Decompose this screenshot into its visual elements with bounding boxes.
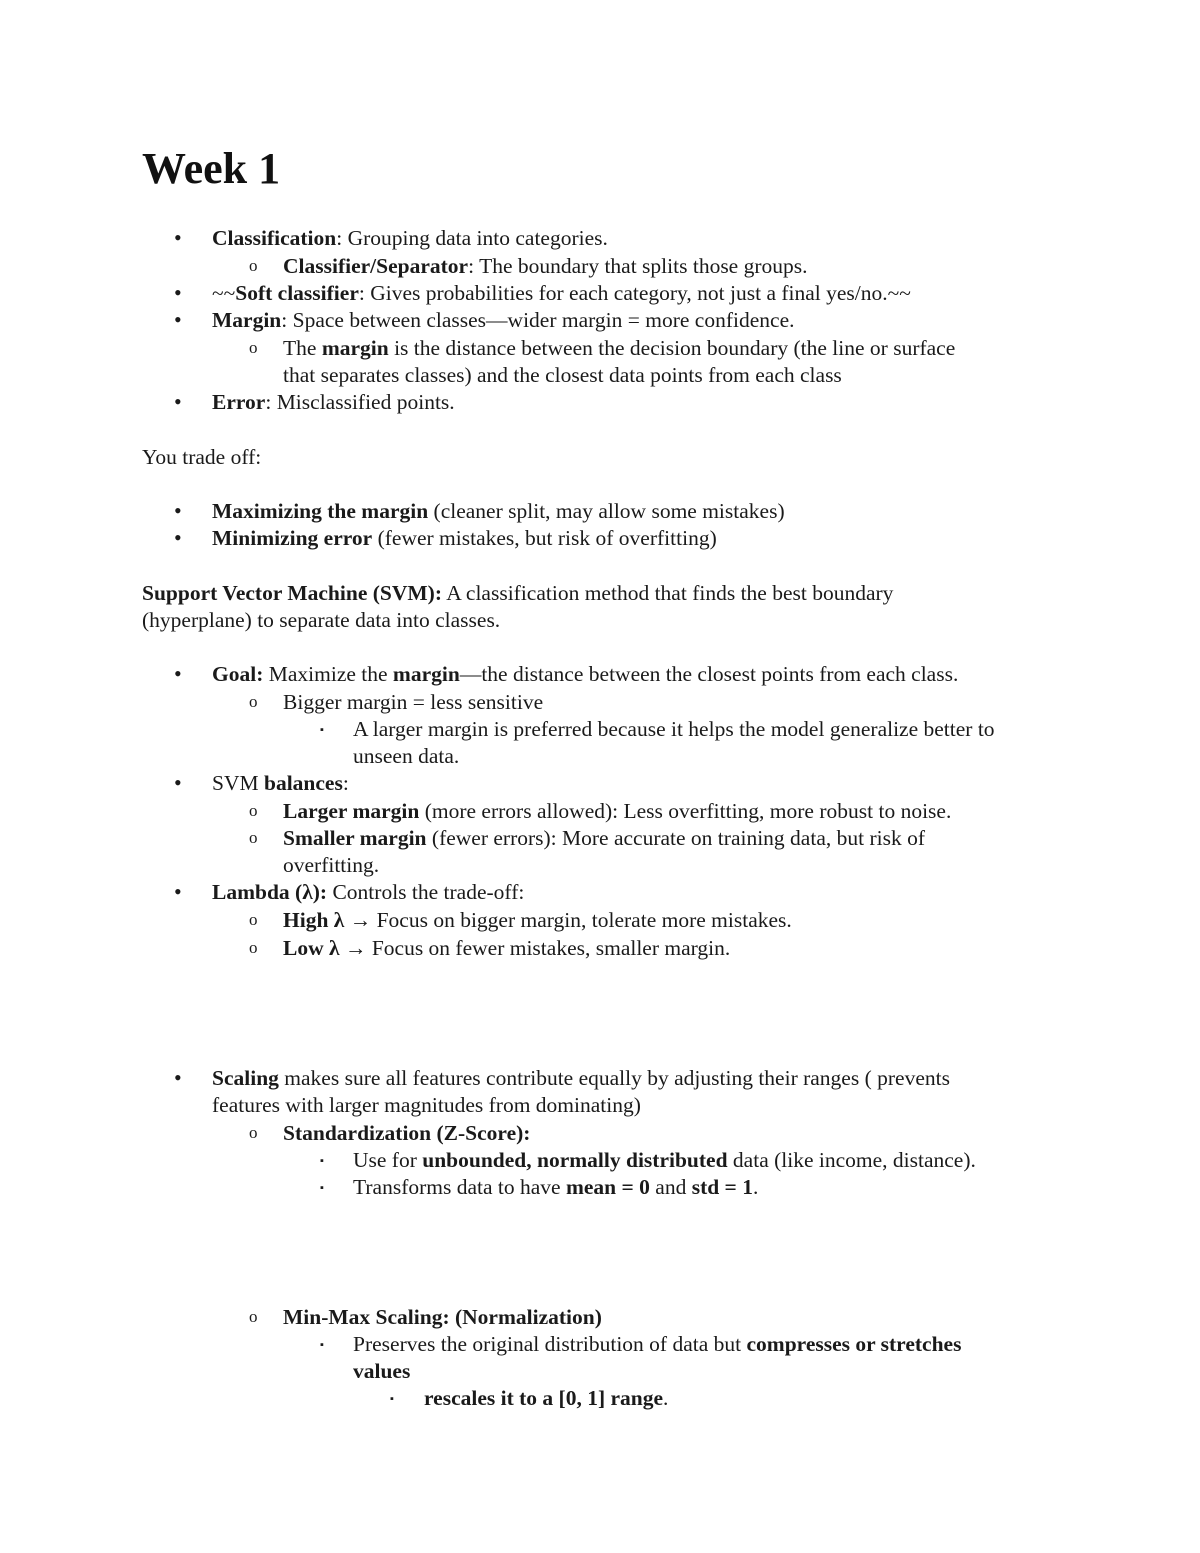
text: and xyxy=(649,1175,692,1199)
strike-prefix: ~~ xyxy=(212,281,236,305)
term: Margin xyxy=(212,308,282,332)
bullet-marker: • xyxy=(174,661,182,686)
circle-marker: o xyxy=(249,801,258,820)
definition: : The boundary that splits those groups. xyxy=(468,254,808,278)
circle-marker: o xyxy=(249,910,258,929)
term: Low λ xyxy=(283,936,340,960)
paragraph-tradeoff-intro: You trade off: xyxy=(142,445,262,469)
text: data (like income, distance). xyxy=(727,1148,976,1172)
list-item-std-use xyxy=(353,1146,976,1174)
term: High λ xyxy=(283,908,345,932)
square-marker: ▪ xyxy=(390,1393,394,1405)
bullet-marker: • xyxy=(174,280,182,305)
term: Error xyxy=(212,390,266,414)
list-item-minimizing xyxy=(212,524,717,552)
definition: : Space between classes—wider margin = more confidence. xyxy=(281,308,795,332)
circle-marker: o xyxy=(249,256,258,275)
term: Goal: xyxy=(212,662,264,686)
list-item-preserves xyxy=(353,1330,961,1358)
circle-marker: o xyxy=(249,938,258,957)
square-marker: ▪ xyxy=(320,724,324,736)
circle-marker: o xyxy=(249,828,258,847)
list-item-smaller-margin-cont: overfitting. xyxy=(283,853,380,877)
term: margin xyxy=(321,336,389,360)
definition: (fewer mistakes, but risk of overfitting) xyxy=(372,526,717,550)
list-item-margin-detail xyxy=(283,334,955,362)
definition: : Misclassified points. xyxy=(265,390,455,414)
definition: (cleaner split, may allow some mistakes) xyxy=(428,499,785,523)
text: —the distance between the closest points from each class. xyxy=(459,662,959,686)
term: Maximizing the margin xyxy=(212,499,429,523)
list-item-minmax: Min-Max Scaling: (Normalization) xyxy=(283,1305,602,1329)
circle-marker: o xyxy=(249,338,258,357)
text: Use for xyxy=(353,1148,423,1172)
text: SVM xyxy=(212,771,264,795)
term: Classification xyxy=(212,226,337,250)
term: Minimizing error xyxy=(212,526,373,550)
text: . xyxy=(663,1386,669,1410)
bullet-marker: • xyxy=(174,879,182,904)
text: (fewer errors): More accurate on training data, but risk of xyxy=(426,826,925,850)
list-item-margin xyxy=(212,306,795,334)
list-item-preserves-cont: values xyxy=(353,1359,411,1383)
list-item-high-lambda xyxy=(283,906,792,934)
term: Soft classifier xyxy=(235,281,359,305)
list-item-rescales xyxy=(424,1384,668,1412)
text: A classification method that finds the best boundary xyxy=(442,581,894,605)
term: unbounded, normally distributed xyxy=(422,1148,728,1172)
text: Transforms data to have xyxy=(353,1175,566,1199)
list-item-error xyxy=(212,388,455,416)
term: compresses or stretches xyxy=(746,1332,962,1356)
term: Smaller margin xyxy=(283,826,427,850)
text: → Focus on fewer mistakes, smaller margin. xyxy=(339,936,731,960)
square-marker: ▪ xyxy=(320,1339,324,1351)
square-marker: ▪ xyxy=(320,1155,324,1167)
term: Scaling xyxy=(212,1066,279,1090)
term: std = 1 xyxy=(691,1175,753,1199)
list-item-larger-margin xyxy=(283,797,951,825)
circle-marker: o xyxy=(249,1307,258,1326)
term: rescales it to a [0, 1] range xyxy=(424,1386,664,1410)
text: : xyxy=(342,771,349,795)
term: margin xyxy=(392,662,460,686)
list-item-larger-preferred: A larger margin is preferred because it helps the model generalize better to xyxy=(353,717,995,741)
text: Preserves the original distribution of data but xyxy=(353,1332,747,1356)
list-item-low-lambda xyxy=(283,934,730,962)
circle-marker: o xyxy=(249,692,258,711)
text: . xyxy=(752,1175,759,1199)
text: is the distance between the decision boundary (the line or surface xyxy=(388,336,956,360)
list-item-classifier xyxy=(283,252,808,280)
bullet-marker: • xyxy=(174,1065,182,1090)
list-item-standardization: Standardization (Z-Score): xyxy=(283,1121,531,1145)
term: mean = 0 xyxy=(565,1175,650,1199)
definition: : Gives probabilities for each category, not just a final yes/no.~~ xyxy=(358,281,911,305)
list-item-larger-preferred-cont: unseen data. xyxy=(353,744,460,768)
definition: : Grouping data into categories. xyxy=(336,226,608,250)
bullet-marker: • xyxy=(174,525,182,550)
term: Classifier/Separator xyxy=(283,254,469,278)
list-item-bigger-margin: Bigger margin = less sensitive xyxy=(283,690,544,714)
text: The xyxy=(283,336,322,360)
page-title: Week 1 xyxy=(142,144,281,193)
list-item-scaling-cont: features with larger magnitudes from dominating) xyxy=(212,1093,641,1117)
list-item-lambda xyxy=(212,878,524,906)
square-marker: ▪ xyxy=(320,1182,324,1194)
bullet-marker: • xyxy=(174,389,182,414)
term: balances xyxy=(263,771,343,795)
term: Larger margin xyxy=(283,799,420,823)
list-item-maximizing xyxy=(212,497,785,525)
term: Support Vector Machine (SVM): xyxy=(142,581,442,605)
circle-marker: o xyxy=(249,1123,258,1142)
term: Lambda (λ): xyxy=(212,880,328,904)
bullet-marker: • xyxy=(174,498,182,523)
list-item-smaller-margin xyxy=(283,824,925,852)
text: makes sure all features contribute equally by adjusting their ranges ( prevents xyxy=(278,1066,950,1090)
list-item-margin-detail-cont: that separates classes) and the closest data points from each class xyxy=(283,363,842,387)
list-item-classification xyxy=(212,224,608,252)
text: Maximize the xyxy=(263,662,393,686)
text: → Focus on bigger margin, tolerate more mistakes. xyxy=(344,908,792,932)
list-item-balances xyxy=(212,769,349,797)
text: Controls the trade-off: xyxy=(327,880,525,904)
list-item-goal xyxy=(212,660,958,688)
paragraph-svm-cont: (hyperplane) to separate data into classes. xyxy=(142,608,501,632)
list-item-scaling xyxy=(212,1064,950,1092)
list-item-soft-classifier xyxy=(212,279,911,307)
text: (more errors allowed): Less overfitting, more robust to noise. xyxy=(419,799,952,823)
paragraph-svm xyxy=(142,579,893,607)
bullet-marker: • xyxy=(174,225,182,250)
bullet-marker: • xyxy=(174,770,182,795)
list-item-std-transform xyxy=(353,1173,758,1201)
bullet-marker: • xyxy=(174,307,182,332)
